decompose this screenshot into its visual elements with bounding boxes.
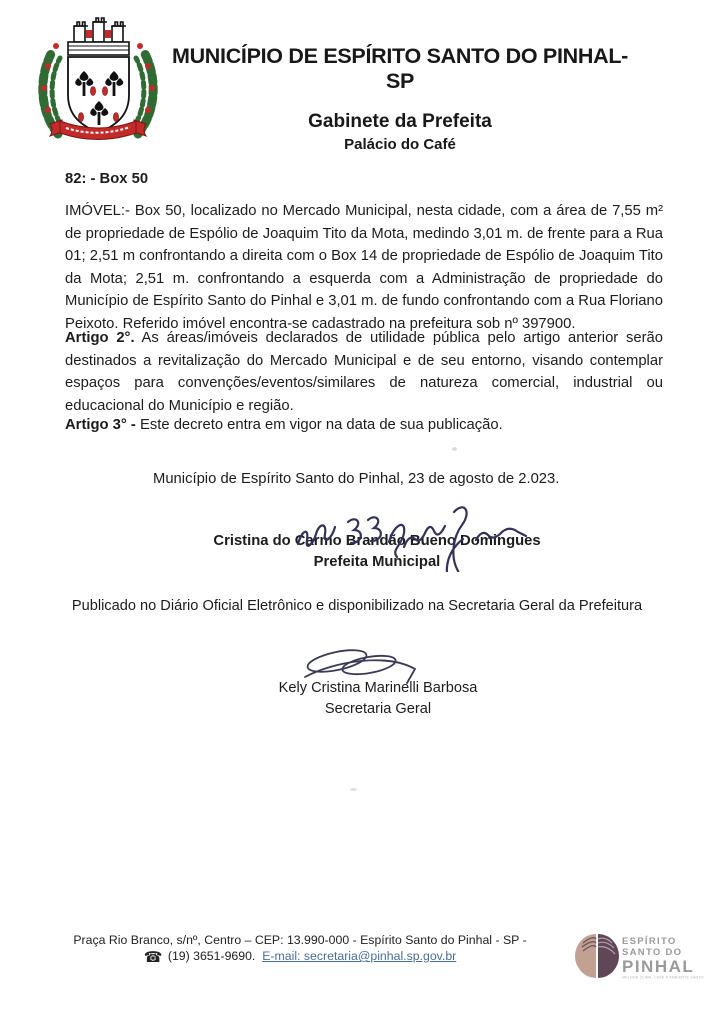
artigo2-label: Artigo 2°. [65,330,135,346]
signature2-handwriting-icon [295,643,425,700]
paragraph-artigo3 [65,414,663,437]
item-heading: 82: - Box 50 [65,171,149,187]
footer-phone: (19) 3651-9690. [167,949,256,963]
logo-text-line1: ESPÍRITO [622,936,677,947]
scan-smudge [350,788,357,791]
signatory1-role: Prefeita Municipal [313,554,441,570]
footer-email-link[interactable]: E-mail: secretaria@pinhal.sp.gov.br [262,949,457,963]
artigo3-label: Artigo 3° - [65,417,136,433]
city-brand-logo [575,929,720,1001]
municipal-coat-of-arms-icon [36,16,160,148]
logo-text-pinhal: PINHAL [622,957,695,976]
city-brand-logo-icon [575,933,619,979]
artigo3-text: Este decreto entra em vigor na data de sua publicação. [135,417,503,433]
dateline: Município de Espírito Santo do Pinhal, 23 de agosto de 2.023. [153,471,560,487]
logo-text-line2: SANTO DO [622,946,683,958]
signatory2-name: Kely Cristina Marinelli Barbosa [278,680,478,696]
footer-contact [40,932,560,966]
page-title: MUNICÍPIO DE ESPÍRITO SANTO DO PINHAL-SP [171,44,629,93]
footer-address: Praça Rio Branco, s/nº, Centro – CEP: 13.990-000 - Espírito Santo do Pinhal - SP - [73,933,527,947]
header-subtitle: Gabinete da Prefeita [308,111,492,132]
telephone-icon: ☎ [143,949,163,966]
signatory2-role: Secretaria Geral [324,701,432,717]
scan-smudge [452,447,457,451]
logo-tagline: MELHOR CLIMA, CAFÉ E AMBIENTE SANTO [622,976,704,980]
header-subtitle2: Palácio do Café [344,136,456,153]
signature1-handwriting-icon [292,500,532,577]
artigo2-text: As áreas/imóveis declarados de utilidade pública pelo artigo anterior serão destinados a revitalização do Mercado Municipal e de seu entorno, visando contemplar espaços para convenções/eventos/similares de natureza comercial, industrial ou educacional do Município e região. [65,330,664,414]
paragraph-artigo2 [65,327,663,417]
signatory1-name: Cristina do Carmo Brandão Bueno Domingues [213,533,541,549]
publication-note: Publicado no Diário Oficial Eletrônico e disponibilizado na Secretaria Geral da Prefeitura [71,598,643,614]
paragraph-imovel: IMÓVEL:- Box 50, localizado no Mercado Municipal, nesta cidade, com a área de 7,55 m² de propriedade de Espólio de Joaquim Tito da Mota, medindo 3,01 m. de frente para a Rua 01; 2,51 m confrontando a direita com o Box 14 de propriedade de Espólio de Joaquim Tito da Mota; 2,51 m. confrontando a esquerda com a Administração de propriedade do Município de Espírito Santo do Pinhal e 3,01 m. de fundo confrontando com a Rua Floriano Peixoto. Referido imóvel encontra-se cadastrado na prefeitura sob nº 397900. [65,203,663,332]
